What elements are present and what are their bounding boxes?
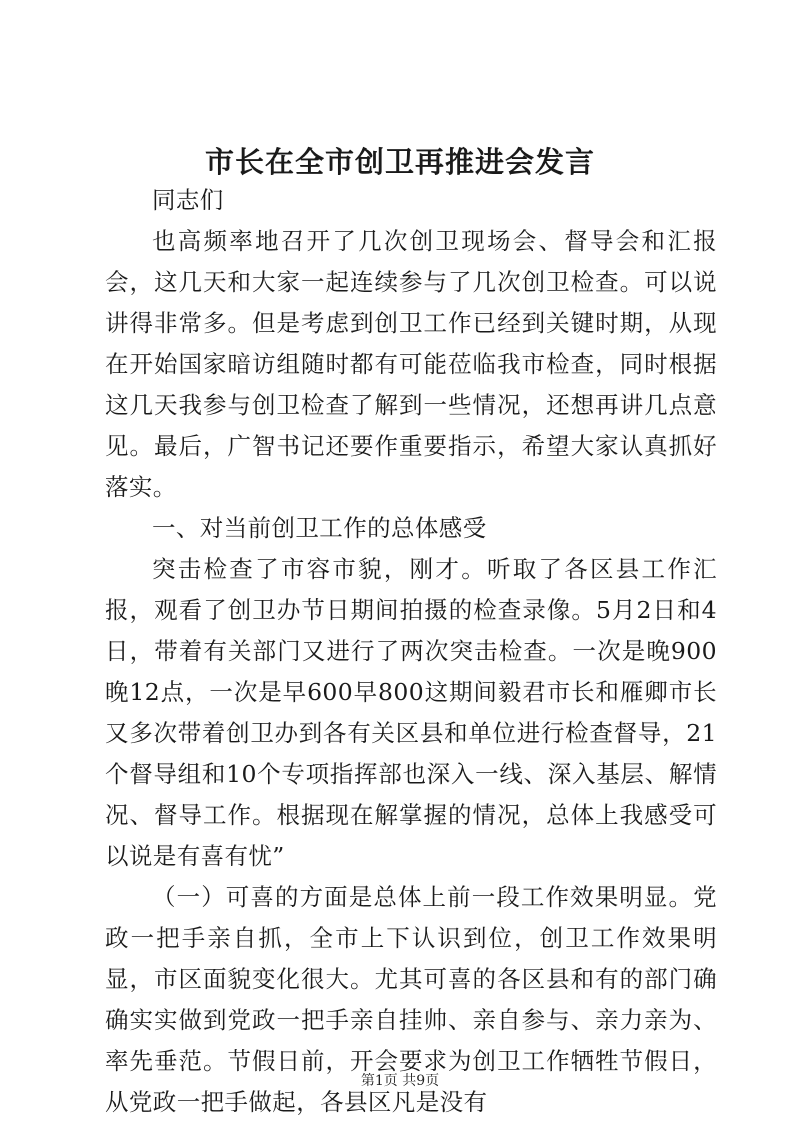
document-title: 市长在全市创卫再推进会发言 bbox=[204, 145, 595, 179]
document-body bbox=[105, 180, 717, 1123]
paragraph-intro: 也高频率地召开了几次创卫现场会、督导会和汇报会，这几天和大家一起连续参与了几次创卫检查。可以说讲得非常多。但是考虑到创卫工作已经到关键时期，从现在开始国家暗访组随时都有可能莅临我市检查，同时根据这几天我参与创卫检查了解到一些情况，还想再讲几点意见。最后，广智书记还要作重要指示，希望大家认真抓好落实。 bbox=[105, 227, 717, 501]
salutation: 同志们 bbox=[152, 186, 224, 214]
page-number-footer: 第1页 共9页 bbox=[360, 1073, 440, 1089]
paragraph-inspection: 突击检查了市容市貌，刚才。听取了各区县工作汇报，观看了创卫办节日期间拍摄的检查录像。5月2日和4日，带着有关部门又进行了两次突击检查。一次是晚900晚12点，一次是早600早800这期间毅君市长和雁卿市长又多次带着创卫办到各有关区县和单位进行检查督导，21个督导组和10个专项指挥部也深入一线、深入基层、解情况、督导工作。根据现在解掌握的情况，总体上我感受可以说是有喜有忧” bbox=[105, 555, 717, 870]
section-heading: 一、对当前创卫工作的总体感受 bbox=[152, 514, 487, 542]
paragraph-positive-aspects: （一）可喜的方面是总体上前一段工作效果明显。党政一把手亲自抓，全市上下认识到位，创卫工作效果明显，市区面貌变化很大。尤其可喜的各区县和有的部门确确实实做到党政一把手亲自挂帅、亲自参与、亲力亲为、率先垂范。节假日前，开会要求为创卫工作牺牲节假日，从党政一把手做起，各县区凡是没有 bbox=[105, 883, 717, 1116]
